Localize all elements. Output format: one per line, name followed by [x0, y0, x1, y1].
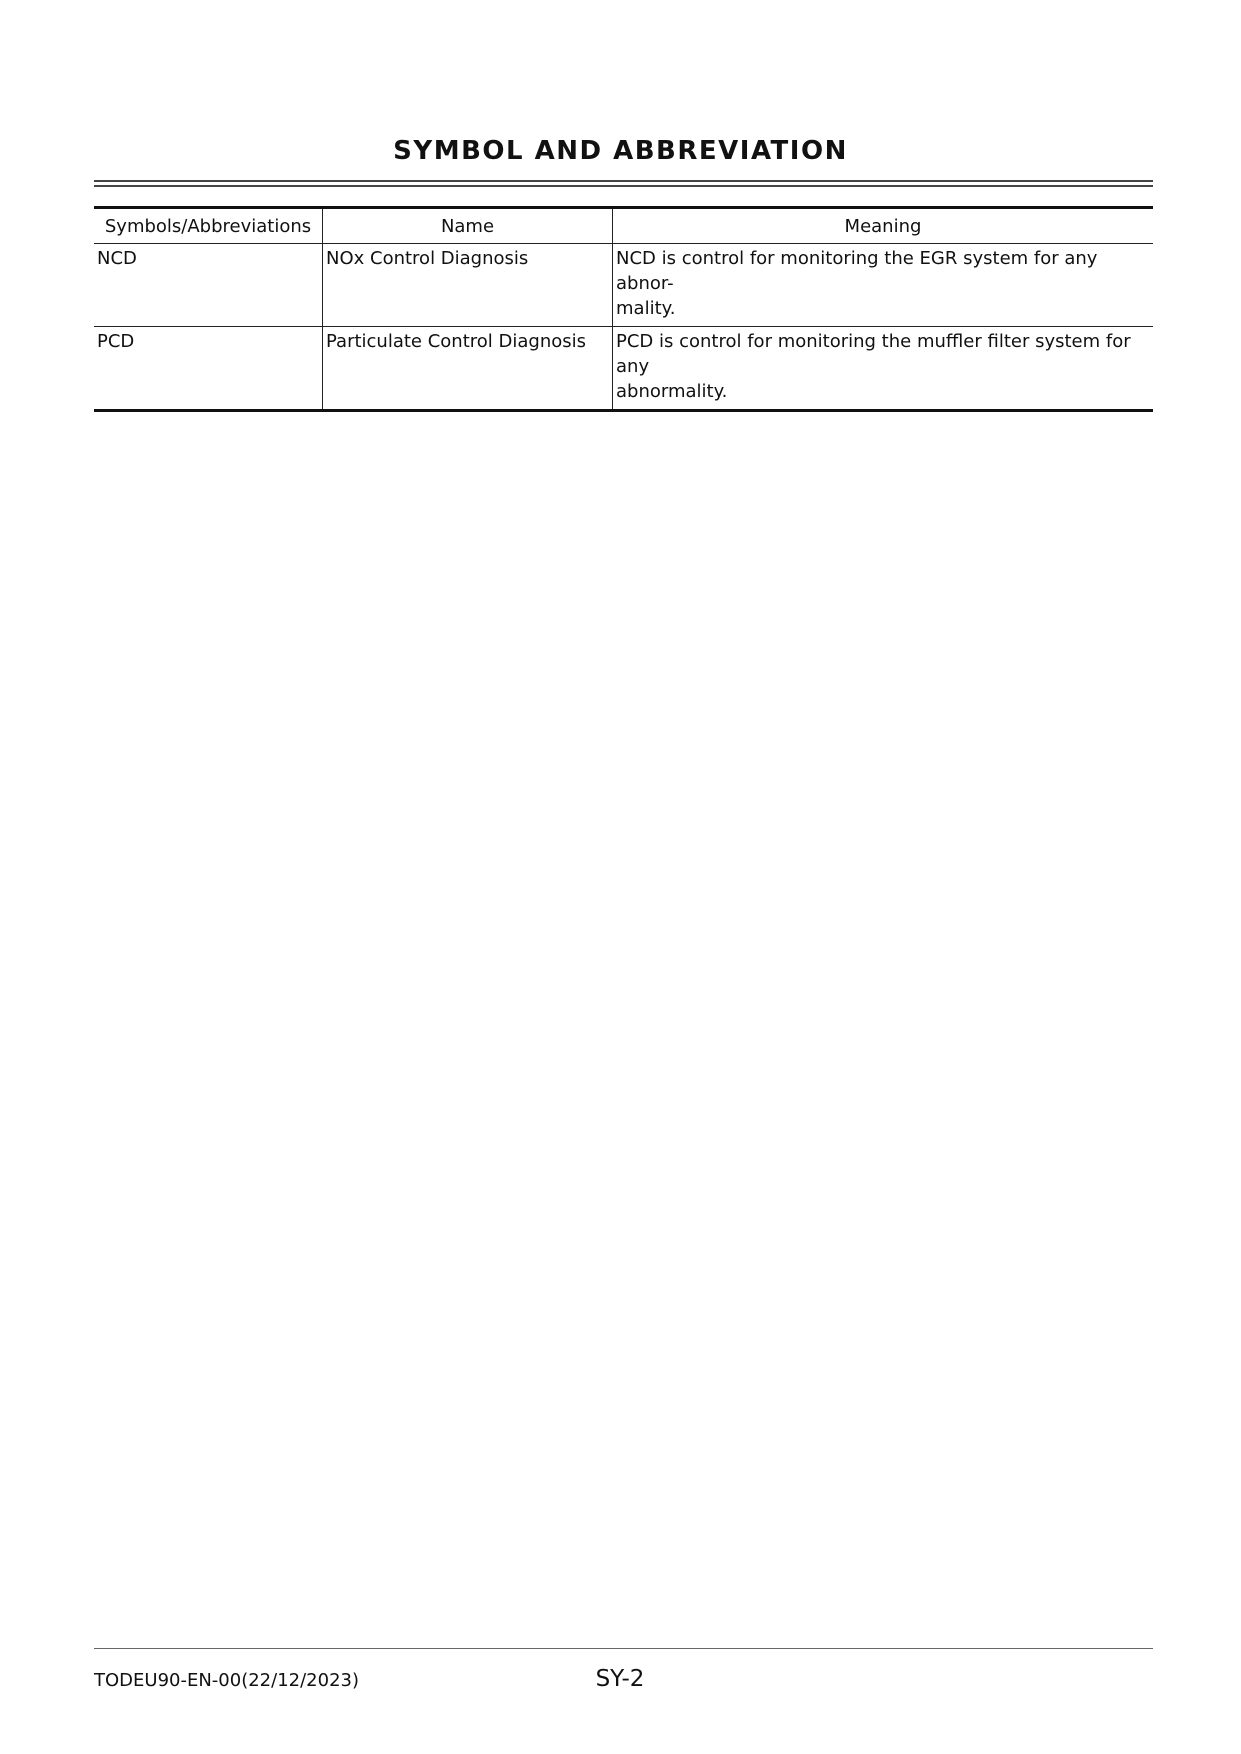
footer-page-number: SY-2 [595, 1666, 645, 1692]
table-header-row [94, 208, 1153, 244]
title-rule-top [94, 180, 1153, 182]
table-row [94, 244, 1153, 327]
table-row [94, 327, 1153, 411]
cell-meaning [613, 244, 1154, 327]
cell-name: Particulate Control Diagnosis [323, 327, 613, 411]
meaning-line: NCD is control for monitoring the EGR system for any abnor- [616, 248, 1098, 294]
column-header-meaning: Meaning [613, 208, 1154, 244]
footer-rule [94, 1648, 1153, 1649]
meaning-line: mality. [616, 298, 676, 319]
cell-symbol: NCD [97, 248, 137, 269]
cell-symbol: PCD [97, 331, 135, 352]
footer-document-id: TODEU90-EN-00(22/12/2023) [94, 1670, 359, 1691]
meaning-line: abnormality. [616, 381, 728, 402]
abbreviation-table [94, 206, 1153, 412]
title-rule-bottom [94, 185, 1153, 187]
page-title: SYMBOL AND ABBREVIATION [393, 136, 848, 166]
cell-meaning [613, 327, 1154, 411]
column-header-name: Name [323, 208, 613, 244]
column-header-symbols: Symbols/Abbreviations [104, 216, 312, 237]
meaning-line: PCD is control for monitoring the muffler filter system for any [616, 331, 1131, 377]
cell-name: NOx Control Diagnosis [323, 244, 613, 327]
